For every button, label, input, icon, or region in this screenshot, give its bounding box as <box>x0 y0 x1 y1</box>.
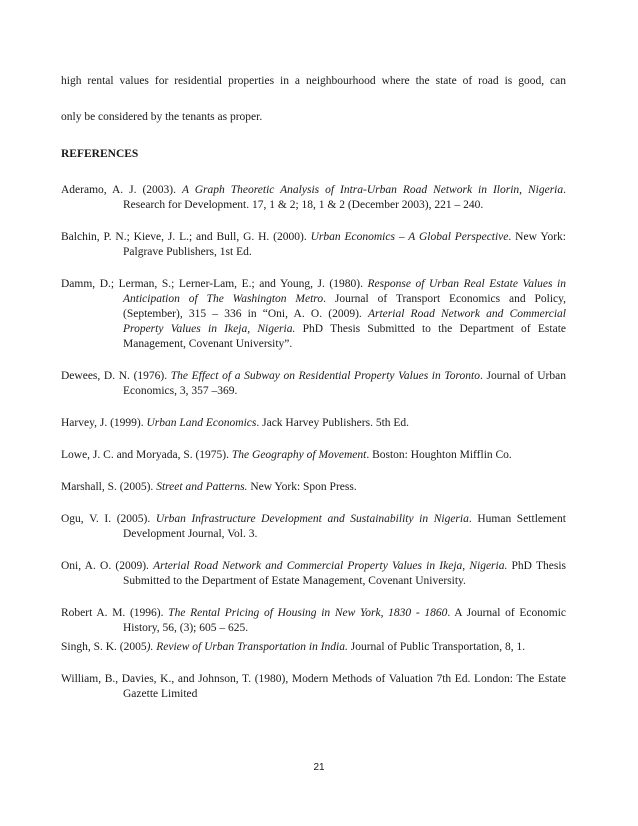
references-list <box>61 183 566 702</box>
reference-oni: Oni, A. O. (2009). Arterial Road Network and Commercial Property Values in Ikeja, Nigeria. PhD Thesis Submitted to the Department of Estate Management, Covenant University. <box>61 560 566 587</box>
intro-line-2: only be considered by the tenants as proper. <box>61 111 263 123</box>
reference-singh: Singh, S. K. (2005). Review of Urban Transportation in India. Journal of Public Transportation, 8, 1. <box>61 641 526 653</box>
reference-robert: Robert A. M. (1996). The Rental Pricing of Housing in New York, 1830 - 1860. A Journal of Economic History, 56, (3); 605 – 625. <box>61 607 566 634</box>
reference-lowe: Lowe, J. C. and Moryada, S. (1975). The Geography of Movement. Boston: Houghton Mifflin Co. <box>61 449 512 461</box>
references-heading: REFERENCES <box>61 148 139 160</box>
intro-paragraph <box>61 71 566 143</box>
reference-marshall: Marshall, S. (2005). Street and Patterns. New York: Spon Press. <box>61 481 357 493</box>
intro-line-1: high rental values for residential properties in a neighbourhood where the state of road is good, can <box>61 75 566 87</box>
reference-balchin: Balchin, P. N.; Kieve, J. L.; and Bull, G. H. (2000). Urban Economics – A Global Perspective. New York: Palgrave Publishers, 1st Ed. <box>61 231 566 258</box>
reference-ogu: Ogu, V. I. (2005). Urban Infrastructure Development and Sustainability in Nigeria. Human Settlement Development Journal, Vol. 3. <box>61 513 566 540</box>
reference-dewees: Dewees, D. N. (1976). The Effect of a Subway on Residential Property Values in Toronto. Journal of Urban Economics, 3, 357 –369. <box>61 370 566 397</box>
reference-william: William, B., Davies, K., and Johnson, T. (1980), Modern Methods of Valuation 7th Ed. London: The Estate Gazette Limited <box>61 673 566 700</box>
reference-aderamo: Aderamo, A. J. (2003). A Graph Theoretic Analysis of Intra-Urban Road Network in Ilorin, Nigeria. Research for Development. 17, 1 & 2; 18, 1 & 2 (December 2003), 221 – 240. <box>61 184 566 211</box>
reference-harvey: Harvey, J. (1999). Urban Land Economics. Jack Harvey Publishers. 5th Ed. <box>61 417 410 429</box>
reference-damm: Damm, D.; Lerman, S.; Lerner-Lam, E.; and Young, J. (1980). Response of Urban Real Estate Values in Anticipation of The Washington Metro. Journal of Transport Economics and Policy, (September), 315 – 336 in “Oni, A. O. (2009). Arterial Road Network and Commercial Property Values in Ikeja, Nigeria. PhD Thesis Submitted to the Department of Estate Management, Covenant University”. <box>61 278 566 350</box>
page-number: 21 <box>313 762 325 773</box>
